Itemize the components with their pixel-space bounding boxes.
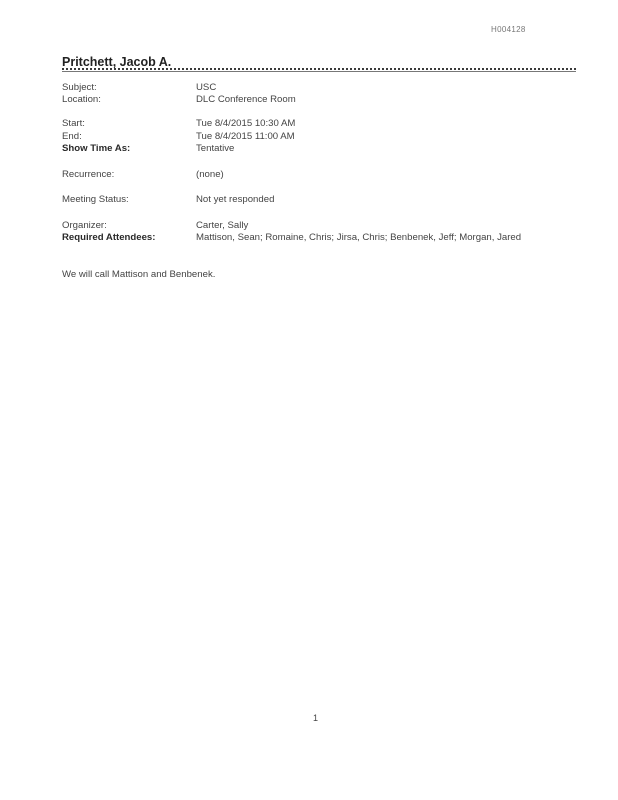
mailbox-owner-name: Pritchett, Jacob A. [62,55,172,69]
end-value: Tue 8/4/2015 11:00 AM [196,131,295,142]
bates-number: H004128 [491,25,526,34]
header-divider-underline [62,71,576,72]
required-attendees-value: Mattison, Sean; Romaine, Chris; Jirsa, Chris; Benbenek, Jeff; Morgan, Jared [196,232,522,243]
required-attendees-label: Required Attendees: [62,232,156,243]
location-value: DLC Conference Room [196,94,296,105]
header-divider [62,68,576,70]
organizer-value: Carter, Sally [196,220,249,231]
end-label: End: [62,131,82,142]
page-number: 1 [313,713,319,723]
organizer-label: Organizer: [62,220,107,231]
show-time-as-label: Show Time As: [62,143,131,154]
meeting-status-label: Meeting Status: [62,194,129,205]
recurrence-label: Recurrence: [62,169,115,180]
subject-label: Subject: [62,82,97,93]
location-label: Location: [62,94,101,105]
show-time-as-value: Tentative [196,143,235,154]
meeting-status-value: Not yet responded [196,194,275,205]
start-label: Start: [62,118,85,129]
start-value: Tue 8/4/2015 10:30 AM [196,118,296,129]
subject-value: USC [196,82,217,93]
recurrence-value: (none) [196,169,224,180]
meeting-body-text: We will call Mattison and Benbenek. [62,269,216,280]
